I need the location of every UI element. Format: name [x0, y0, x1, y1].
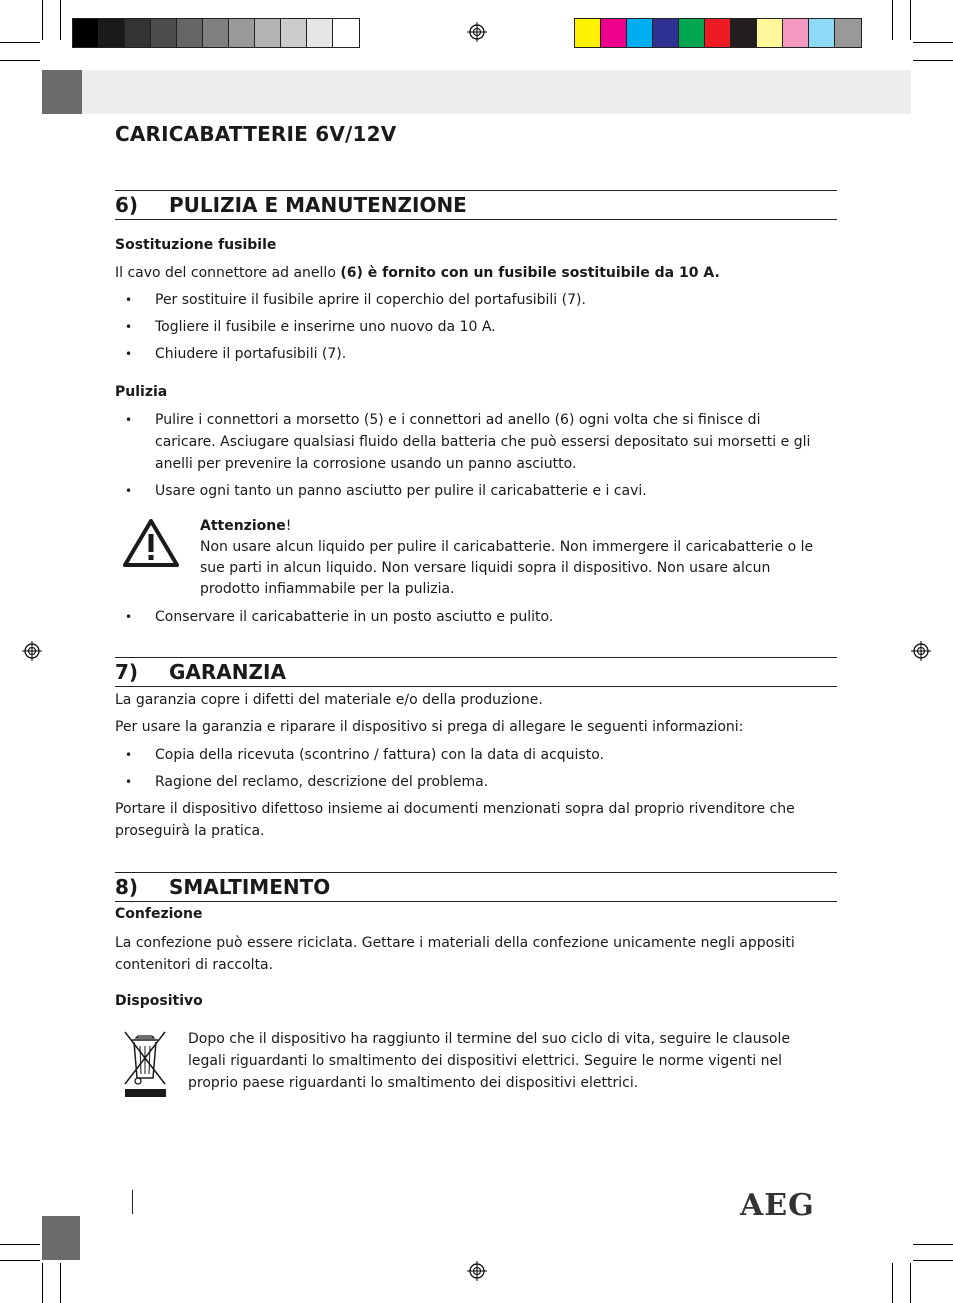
section-title: SMALTIMENTO [169, 875, 331, 899]
color-swatch [151, 19, 177, 47]
list-item-text: Chiudere il portafusibili (7). [155, 346, 347, 362]
warning-text: Non usare alcun liquido per pulire il caricabatterie. Non immergere il caricabatterie o le sue parti in alcun liquido. Non versare liquidi sopra il dispositivo. Non usare alcun prodotto infiammabile per la pulizia. [200, 539, 814, 597]
crop-mark [892, 1263, 893, 1303]
crop-mark [42, 1263, 43, 1303]
page-tab-marker [42, 1216, 80, 1260]
warning-title: Attenzione [200, 518, 286, 534]
section-number: 6) [115, 193, 139, 217]
color-swatch [809, 19, 835, 47]
paragraph: La confezione può essere riciclata. Gettare i materiali della confezione unicamente negli appositi contenitori di raccolta. [115, 935, 795, 973]
color-swatch [757, 19, 783, 47]
color-swatch [177, 19, 203, 47]
color-swatch [627, 19, 653, 47]
crop-mark [913, 60, 953, 61]
list-item-text: Per sostituire il fusibile aprire il coperchio del portafusibili (7). [155, 292, 586, 308]
crop-mark [60, 0, 61, 40]
color-swatch [203, 19, 229, 47]
color-swatch [99, 19, 125, 47]
warning-heading [200, 516, 820, 537]
color-swatch [601, 19, 627, 47]
warning-exclamation: ! [285, 518, 292, 534]
crop-mark [892, 0, 893, 40]
crop-mark [913, 1260, 953, 1261]
section-title: PULIZIA E MANUTENZIONE [169, 193, 467, 217]
color-swatch [125, 19, 151, 47]
color-swatch [783, 19, 809, 47]
list-item-text: Pulire i connettori a morsetto (5) e i connettori ad anello (6) ogni volta che si finisce di caricare. Asciugare qualsiasi fluido della batteria che può essersi depositato sui morsetti e gli anelli per prevenire la corrosione usando un panno asciutto. [155, 412, 811, 472]
section-title: GARANZIA [169, 660, 286, 684]
subheading-fuse: Sostituzione fusibile [115, 237, 277, 253]
subheading-device: Dispositivo [115, 993, 203, 1009]
paragraph: La garanzia copre i difetti del materiale e/o della produzione. [115, 692, 543, 708]
weee-crossed-bin-icon [122, 1028, 168, 1098]
section-heading-8 [115, 872, 837, 902]
crop-mark [0, 1260, 40, 1261]
color-swatch [653, 19, 679, 47]
page-tab-marker [42, 70, 82, 114]
registration-mark-icon [22, 641, 42, 661]
section-number: 7) [115, 660, 139, 684]
subheading-cleaning: Pulizia [115, 384, 168, 400]
crop-mark [60, 1263, 61, 1303]
process-color-bar [574, 18, 862, 48]
list-item-text: Ragione del reclamo, descrizione del problema. [155, 774, 489, 790]
header-band [42, 70, 911, 114]
subheading-packaging: Confezione [115, 906, 203, 922]
grayscale-color-bar [72, 18, 360, 48]
crop-mark [0, 60, 40, 61]
fuse-intro-text: Il cavo del connettore ad anello [115, 265, 341, 281]
crop-mark [913, 1244, 953, 1245]
registration-mark-icon [467, 22, 487, 42]
warning-triangle-icon [122, 517, 180, 569]
list-item-text: Togliere il fusibile e inserirne uno nuovo da 10 A. [155, 319, 496, 335]
color-swatch [281, 19, 307, 47]
color-swatch [835, 19, 861, 47]
color-swatch [307, 19, 333, 47]
section-number: 8) [115, 875, 139, 899]
list-item-text: Copia della ricevuta (scontrino / fattura) con la data di acquisto. [155, 747, 604, 763]
list-item-text: Conservare il caricabatterie in un posto asciutto e pulito. [155, 609, 554, 625]
fuse-intro [115, 262, 837, 284]
paragraph: Per usare la garanzia e riparare il dispositivo si prega di allegare le seguenti informazioni: [115, 719, 744, 735]
crop-mark [910, 0, 911, 40]
color-swatch [229, 19, 255, 47]
crop-mark [0, 42, 40, 43]
crop-mark [0, 1244, 40, 1245]
device-disposal-text: Dopo che il dispositivo ha raggiunto il termine del suo ciclo di vita, seguire le clausole legali riguardanti lo smaltimento dei dispositivi elettrici. Seguire le norme vigenti nel proprio paese riguardanti lo smaltimento dei dispositivi elettrici. [188, 1031, 790, 1091]
fuse-intro-emphasis: (6) è fornito con un fusibile sostituibile da 10 A. [340, 265, 720, 281]
list-item-text: Usare ogni tanto un panno asciutto per pulire il caricabatterie e i cavi. [155, 483, 647, 499]
document-title: CARICABATTERIE 6V/12V [115, 122, 397, 146]
crop-mark [42, 0, 43, 40]
paragraph: Portare il dispositivo difettoso insieme ai documenti menzionati sopra dal proprio rivenditore che proseguirà la pratica. [115, 801, 795, 839]
color-swatch [575, 19, 601, 47]
color-swatch [73, 19, 99, 47]
crop-mark [910, 1263, 911, 1303]
footer-divider [132, 1190, 133, 1214]
registration-mark-icon [467, 1261, 487, 1281]
section-heading-6 [115, 190, 837, 220]
color-swatch [333, 19, 359, 47]
warning-block [200, 516, 820, 600]
registration-mark-icon [911, 641, 931, 661]
crop-mark [913, 42, 953, 43]
color-swatch [679, 19, 705, 47]
color-swatch [705, 19, 731, 47]
aeg-logo: AEG [740, 1188, 815, 1223]
color-swatch [731, 19, 757, 47]
color-swatch [255, 19, 281, 47]
section-heading-7 [115, 657, 837, 687]
